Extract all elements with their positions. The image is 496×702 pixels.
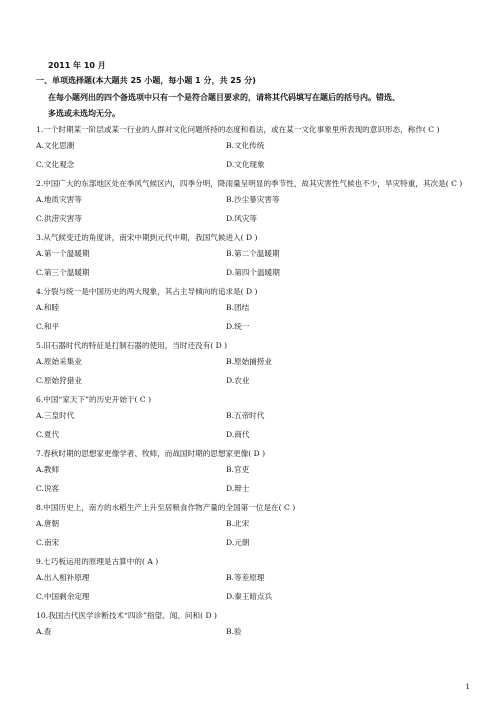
question-stem: 4.分裂与统一是中国历史的两大现象，其占主导倾向的追求是( D ) — [36, 287, 258, 296]
option-grid — [36, 249, 466, 278]
option-a: A.原始采集业 — [36, 357, 82, 366]
option-c: C.南宋 — [36, 538, 60, 547]
option-grid — [36, 465, 466, 494]
question-8 — [36, 502, 466, 548]
option-d: D.农业 — [226, 376, 250, 385]
option-grid — [36, 627, 466, 637]
option-d: D.第四个温暖期 — [226, 268, 280, 277]
option-b: B.验 — [226, 627, 242, 636]
question-stem: 1.一个时期某一阶层或某一行业的人群对文化问题所持的态度和看法，或在某一文化事象里所表现的意识形态，称作( C ) — [36, 125, 440, 134]
question-9 — [36, 556, 466, 602]
option-a: A.出入相补原理 — [36, 573, 90, 582]
option-d: D.元朝 — [226, 538, 250, 547]
question-2 — [36, 178, 466, 224]
question-stem: 5.旧石器时代的特征是打制石器的使用，当时还没有( D ) — [36, 341, 228, 350]
option-d: D.统一 — [226, 322, 250, 331]
option-c: C.第三个温暖期 — [36, 268, 90, 277]
option-grid — [36, 411, 466, 440]
option-grid — [36, 303, 466, 332]
option-a: A.地质灾害等 — [36, 195, 82, 204]
option-d: D.辩士 — [226, 484, 250, 493]
option-b: B.第二个温暖期 — [226, 249, 280, 258]
exam-date: 2011 年 10 月 — [48, 61, 106, 70]
option-b: B.等差原理 — [226, 573, 265, 582]
question-stem: 7.春秋时期的思想家更像学者、牧师，而战国时期的思想家更像( D ) — [36, 449, 266, 458]
option-c: C.夏代 — [36, 430, 60, 439]
option-grid — [36, 141, 466, 170]
question-4 — [36, 286, 466, 332]
option-b: B.原始捕捞业 — [226, 357, 272, 366]
option-a: A.查 — [36, 627, 52, 636]
option-a: A.文化思潮 — [36, 141, 75, 150]
instruction-line-1: 在每小题列出的四个备选项中只有一个是符合题目要求的，请将其代码填写在题后的括号内。错选、 — [48, 93, 400, 102]
option-a: A.第一个温暖期 — [36, 249, 90, 258]
question-stem: 10.我国古代医学诊断技术“四诊”指望、闻、问和( D ) — [36, 611, 217, 620]
option-grid — [36, 195, 466, 224]
question-6 — [36, 394, 466, 440]
option-a: A.唐朝 — [36, 519, 60, 528]
option-c: C.文化观念 — [36, 160, 75, 169]
question-stem: 3.从气候变迁的角度讲，南宋中期到元代中期，我国气候进入( D ) — [36, 233, 258, 242]
option-c: C.和平 — [36, 322, 60, 331]
option-c: C.说客 — [36, 484, 60, 493]
option-b: B.北宋 — [226, 519, 250, 528]
option-b: B.团结 — [226, 303, 250, 312]
option-d: D.秦王暗点兵 — [226, 592, 273, 601]
question-list — [36, 124, 466, 645]
page-number: 1 — [465, 683, 470, 691]
question-10 — [36, 610, 466, 637]
option-a: A.和睦 — [36, 303, 60, 312]
question-3 — [36, 232, 466, 278]
option-b: B.沙尘暴灾害等 — [226, 195, 280, 204]
option-b: B.官吏 — [226, 465, 250, 474]
question-5 — [36, 340, 466, 386]
option-a: A.教师 — [36, 465, 60, 474]
instruction-line-2: 多选或未选均无分。 — [48, 109, 120, 118]
question-stem: 9.七巧板运用的原理是古算中的( A ) — [36, 557, 159, 566]
option-b: B.五帝时代 — [226, 411, 265, 420]
section-heading: 一、单项选择题(本大题共 25 小题，每小题 1 分，共 25 分) — [36, 76, 256, 85]
option-d: D.风灾等 — [226, 214, 258, 223]
option-d: D.商代 — [226, 430, 250, 439]
question-stem: 8.中国历史上，南方的水稻生产上升至居粮食作物产量的全国第一位是在( C ) — [36, 503, 296, 512]
option-grid — [36, 357, 466, 386]
question-7 — [36, 448, 466, 494]
option-grid — [36, 573, 466, 602]
option-c: C.洪涝灾害等 — [36, 214, 82, 223]
option-c: C.原始狩猎业 — [36, 376, 82, 385]
question-stem: 2.中国广大的东部地区处在季风气候区内，四季分明，降雨量呈明显的季节性，故其灾害性气候也不少，旱灾特重，其次是( C ) — [36, 179, 463, 188]
question-stem: 6.中国“家天下”的历史开始于( C ) — [36, 395, 152, 404]
option-c: C.中国剩余定理 — [36, 592, 90, 601]
question-1 — [36, 124, 466, 170]
option-b: B.文化传统 — [226, 141, 265, 150]
option-d: D.文化现象 — [226, 160, 265, 169]
option-a: A.三皇时代 — [36, 411, 75, 420]
option-grid — [36, 519, 466, 548]
